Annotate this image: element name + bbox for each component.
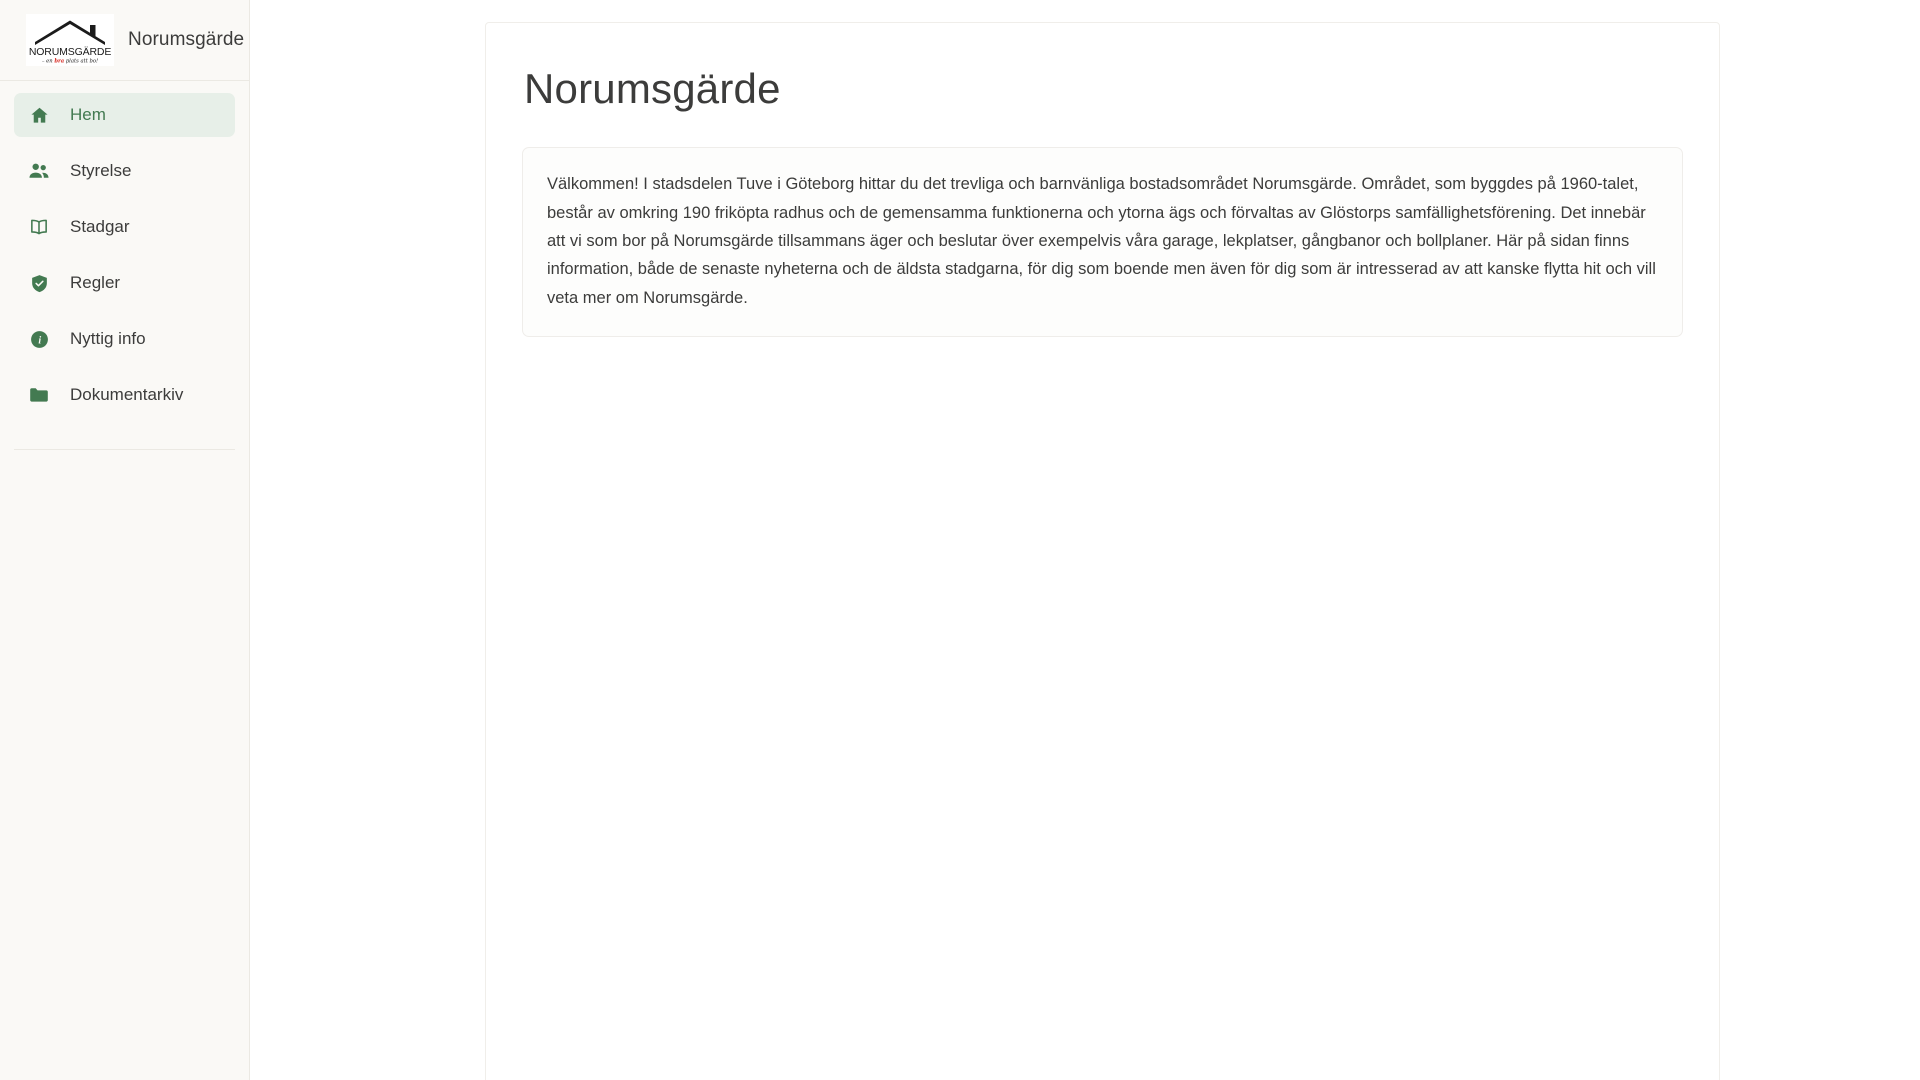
sidebar-item-hem[interactable]	[14, 93, 235, 137]
sidebar-item-label: Regler	[70, 273, 121, 292]
brand-title: Norumsgärde	[128, 29, 245, 50]
brand-header[interactable]	[0, 0, 249, 81]
sidebar-item-label: Hem	[70, 105, 106, 124]
main-content	[250, 0, 1920, 1080]
content-panel	[485, 22, 1720, 1080]
info-icon	[28, 328, 50, 350]
sidebar	[0, 0, 250, 1080]
norumsgarde-logo	[26, 14, 114, 66]
svg-text:i: i	[37, 335, 41, 347]
sidebar-item-label: Dokumentarkiv	[70, 385, 184, 404]
people-icon	[28, 160, 50, 182]
svg-text:– en bra plats att bo!: – en bra plats att bo!	[41, 58, 99, 65]
logo-wordmark-text: NORUMSGÄRDE	[28, 46, 112, 58]
sidebar-nav	[0, 81, 249, 450]
folder-icon	[28, 384, 50, 406]
sidebar-item-label: Styrelse	[70, 161, 132, 180]
intro-card	[522, 147, 1683, 337]
intro-paragraph: Välkommen! I stadsdelen Tuve i Göteborg hittar du det trevliga och barnvänliga bostadsområdet Norumsgärde. Området, som byggdes på 1960-talet, består av omkring 190 friköpta radhus och de gemensamma funktionerna och ytorna ägs och förvaltas av Glöstorps samfällighetsförening. Det innebär att vi som bor på Norumsgärde tillsammans äger och beslutar över exempelvis våra garage, lekplatser, gångbanor och bollplaner. Här på sidan finns information, både de senaste nyheterna och de äldsta stadgarna, för dig som boende men även för dig som är intresserad av att kanske flytta hit och vill veta mer om Norumsgärde.	[547, 175, 1656, 307]
page-title: Norumsgärde	[524, 65, 781, 112]
shield-check-icon	[28, 272, 50, 294]
sidebar-item-styrelse[interactable]	[14, 149, 235, 193]
sidebar-divider	[14, 449, 235, 450]
home-icon	[28, 104, 50, 126]
sidebar-item-stadgar[interactable]	[14, 205, 235, 249]
sidebar-item-dokumentarkiv[interactable]	[14, 373, 235, 417]
sidebar-item-regler[interactable]	[14, 261, 235, 305]
book-icon	[28, 216, 50, 238]
sidebar-item-label: Stadgar	[70, 217, 130, 236]
sidebar-item-label: Nyttig info	[70, 329, 146, 348]
sidebar-item-nyttig-info[interactable]	[14, 317, 235, 361]
